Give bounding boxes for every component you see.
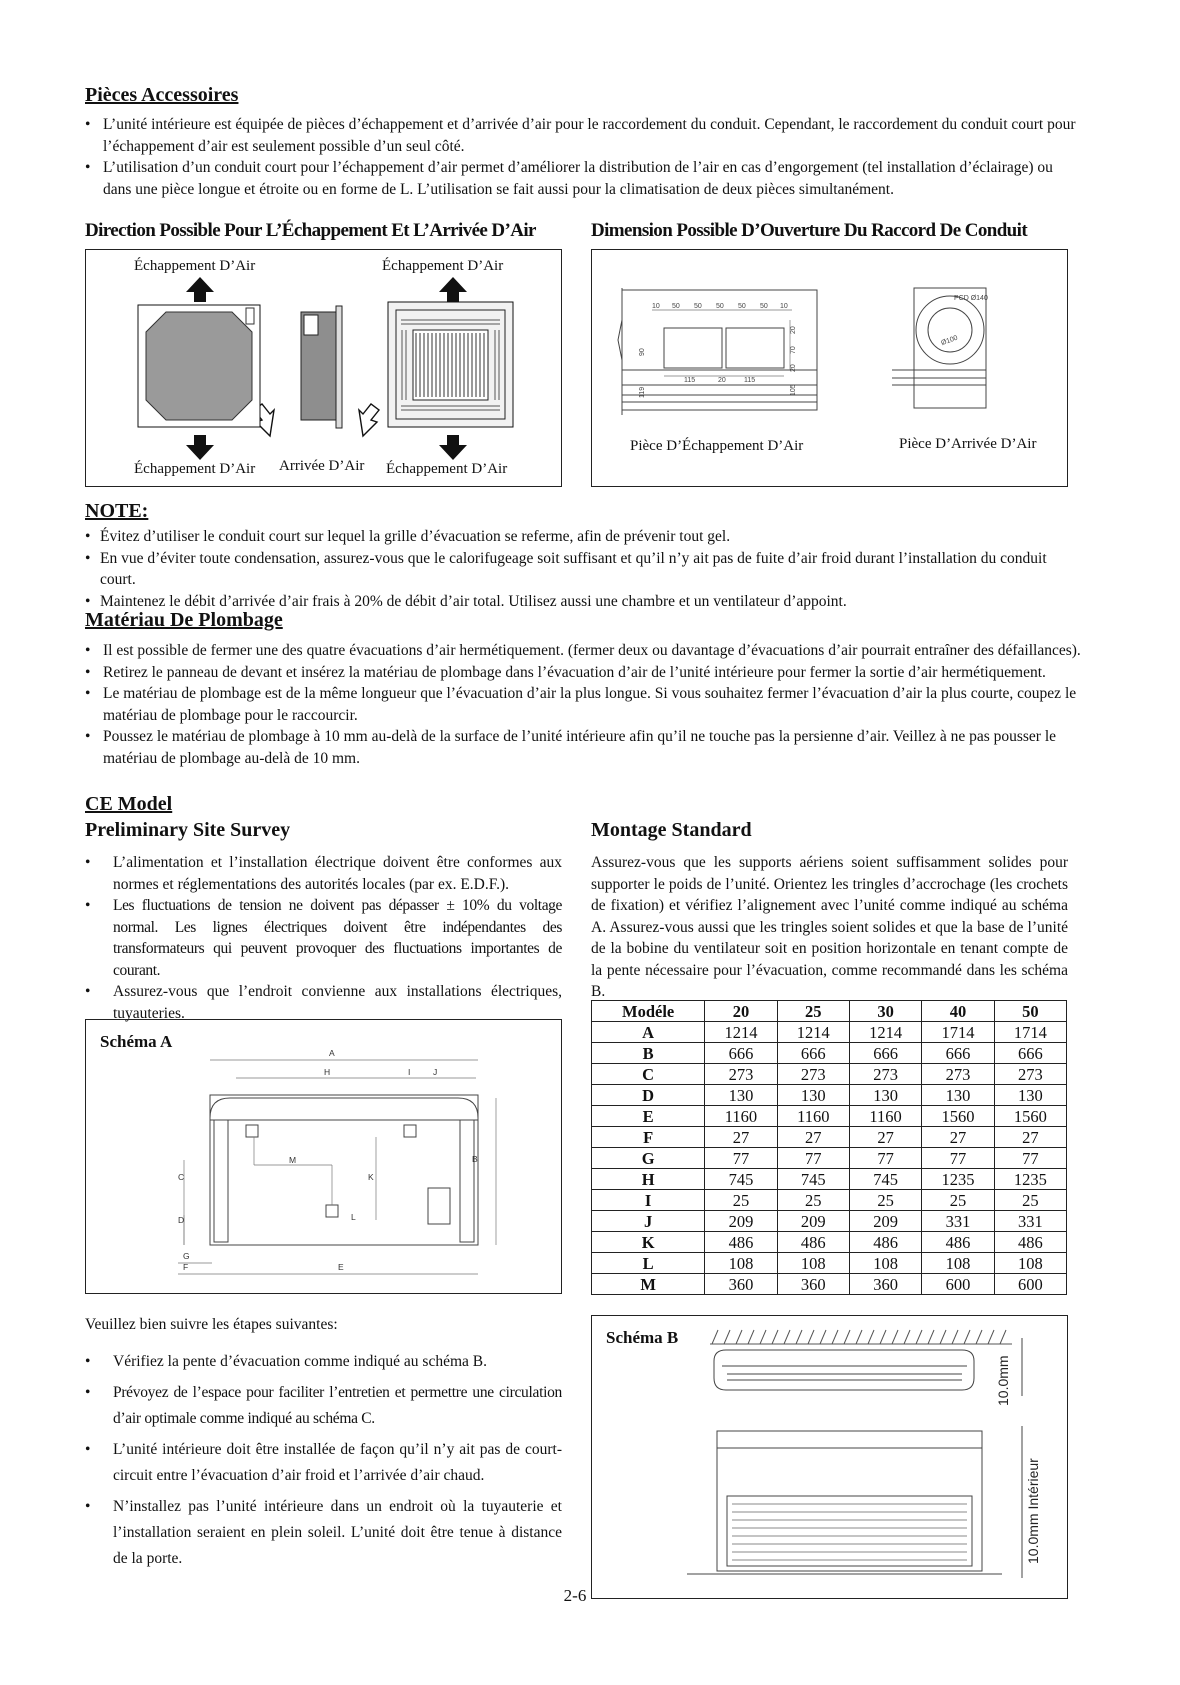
dim-label: 50	[738, 303, 746, 310]
table-cell: 273	[849, 1064, 921, 1085]
table-cell: 1214	[777, 1022, 849, 1043]
direction-title: Direction Possible Pour L’Échappement Et L’Arrivée D’Air	[85, 220, 536, 241]
table-cell: 25	[849, 1190, 921, 1211]
table-cell: 77	[922, 1148, 994, 1169]
table-cell: 273	[777, 1064, 849, 1085]
row-label: H	[592, 1169, 705, 1190]
plombage-title: Matériau De Plombage	[85, 609, 283, 631]
pcd-label: PCD Ø140	[954, 295, 988, 302]
list-item: • Retirez le panneau de devant et insérez la matériau de plombage dans l’évacuation d’air de l’unité intérieure pour fermer la sortie d’air hermétiquement.	[85, 662, 1085, 684]
table-cell: 209	[849, 1211, 921, 1232]
table-cell: 600	[922, 1274, 994, 1295]
table-row	[592, 1043, 1067, 1064]
table-cell: 360	[777, 1274, 849, 1295]
table-cell: 1214	[705, 1022, 777, 1043]
table-cell: 27	[777, 1127, 849, 1148]
table-cell: 1235	[922, 1169, 994, 1190]
table-cell: 1714	[922, 1022, 994, 1043]
table-row	[592, 1022, 1067, 1043]
list-item: • Les fluctuations de tension ne doivent pas dépasser ± 10% du voltage normal. Les lignes électriques doivent être indépendantes des transformateurs qui peuvent provoquer des fluctuations importantes de courant.	[85, 895, 562, 981]
table-cell: 331	[994, 1211, 1066, 1232]
table-cell: 745	[777, 1169, 849, 1190]
arrow-down-icon	[186, 435, 214, 460]
dim-label: 70	[790, 346, 797, 354]
steps-list	[85, 1349, 562, 1572]
row-label: M	[592, 1274, 705, 1295]
table-row	[592, 1148, 1067, 1169]
table-row	[592, 1169, 1067, 1190]
note-title: NOTE:	[85, 500, 149, 522]
table-header: 25	[777, 1001, 849, 1022]
bottom-right-label: Échappement D’Air	[386, 461, 508, 477]
list-item: • L’alimentation et l’installation électrique doivent être conformes aux normes et réglementations des autorités locales (par ex. E.D.F.).	[85, 852, 562, 895]
table-cell: 209	[705, 1211, 777, 1232]
row-label: K	[592, 1232, 705, 1253]
schema-b-drawing	[592, 1316, 1067, 1598]
direction-figure	[85, 249, 562, 487]
arrow-up-icon	[186, 277, 214, 302]
dim-letter: K	[368, 1172, 374, 1182]
dim-label: 10	[780, 303, 788, 310]
table-cell: 1560	[922, 1106, 994, 1127]
table-row	[592, 1274, 1067, 1295]
table-cell: 77	[777, 1148, 849, 1169]
table-cell: 666	[994, 1043, 1066, 1064]
plombage-list	[85, 640, 1085, 769]
ce-model-title: CE Model	[85, 793, 173, 815]
dim-letter: E	[338, 1262, 344, 1272]
table-cell: 486	[705, 1232, 777, 1253]
row-label: L	[592, 1253, 705, 1274]
table-cell: 331	[922, 1211, 994, 1232]
dim-letter: L	[351, 1212, 356, 1222]
table-cell: 1160	[849, 1106, 921, 1127]
row-label: G	[592, 1148, 705, 1169]
dim-label: 50	[716, 303, 724, 310]
table-cell: 666	[849, 1043, 921, 1064]
table-cell: 1160	[705, 1106, 777, 1127]
dim-label: 115	[684, 377, 696, 384]
table-header: 20	[705, 1001, 777, 1022]
montage-text: Assurez-vous que les supports aériens soient suffisamment solides pour supporter le poids de l’unité. Orientez les tringles d’accrochage (les crochets de fixation) et vérifiez l’alignement avec l’unité comme indiqué au schéma A. Assurez-vous aussi que les tringles soient solides et que la base de l’unité de la bobine du ventilateur soit en position horizontale en tenant compte de la pente nécessaire pour l’évacuation, comme recommandé dans les schéma B.	[591, 854, 1068, 1000]
dim-label: 20	[790, 364, 797, 372]
table-cell: 1160	[777, 1106, 849, 1127]
dim-letter: I	[408, 1067, 411, 1077]
row-label: C	[592, 1064, 705, 1085]
list-item: • L’unité intérieure est équipée de pièces d’échappement et d’arrivée d’air pour le raccordement du conduit. Cependant, le raccordement du conduit court pour l’échappement d’air est seulement possible d’un seul côté.	[85, 114, 1085, 157]
list-item: • L’unité intérieure doit être installée de façon qu’il n’y ait pas de court-circuit entre l’évacuation d’air froid et l’arrivée d’air chaud.	[85, 1437, 562, 1489]
dim-letter: D	[178, 1215, 185, 1225]
dim-label: 10	[652, 303, 660, 310]
table-row	[592, 1127, 1067, 1148]
note-list	[85, 526, 1085, 612]
table-cell: 130	[922, 1085, 994, 1106]
table-cell: 77	[994, 1148, 1066, 1169]
dim-letter: H	[324, 1067, 331, 1077]
table-row	[592, 1190, 1067, 1211]
schema-b-title: Schéma B	[606, 1328, 679, 1347]
table-cell: 1714	[994, 1022, 1066, 1043]
table-cell: 130	[849, 1085, 921, 1106]
table-cell: 1214	[849, 1022, 921, 1043]
table-row	[592, 1085, 1067, 1106]
dim-label: 20	[790, 326, 797, 334]
direction-drawing	[86, 250, 561, 486]
row-label: B	[592, 1043, 705, 1064]
row-label: A	[592, 1022, 705, 1043]
steps-intro: Veuillez bien suivre les étapes suivantes:	[85, 1316, 338, 1333]
table-cell: 108	[705, 1253, 777, 1274]
dim-label: 50	[672, 303, 680, 310]
table-cell: 1235	[994, 1169, 1066, 1190]
list-item: • Vérifiez la pente d’évacuation comme indiqué au schéma B.	[85, 1349, 562, 1375]
table-row	[592, 1253, 1067, 1274]
table-cell: 77	[849, 1148, 921, 1169]
table-cell: 486	[849, 1232, 921, 1253]
table-cell: 27	[705, 1127, 777, 1148]
table-cell: 130	[777, 1085, 849, 1106]
dimension-figure	[591, 249, 1068, 487]
table-cell: 130	[994, 1085, 1066, 1106]
table-cell: 360	[849, 1274, 921, 1295]
dim-label: 105	[790, 384, 797, 396]
survey-title: Preliminary Site Survey	[85, 819, 291, 841]
list-item: • Évitez d’utiliser le conduit court sur lequel la grille d’évacuation se referme, afin de prévenir tout gel.	[85, 526, 1085, 548]
list-item: • Maintenez le débit d’arrivée d’air frais à 20% de débit d’air total. Utilisez aussi une chambre et un ventilateur d’appoint.	[85, 591, 1085, 613]
table-cell: 745	[849, 1169, 921, 1190]
table-cell: 1560	[994, 1106, 1066, 1127]
accessories-list	[85, 114, 1085, 200]
dim-label: 50	[694, 303, 702, 310]
intake-arrow-icon	[359, 404, 379, 436]
dim-letter: A	[329, 1048, 335, 1058]
row-label: I	[592, 1190, 705, 1211]
table-cell: 666	[922, 1043, 994, 1064]
table-cell: 25	[922, 1190, 994, 1211]
list-item: • Prévoyez de l’espace pour faciliter l’entretien et permettre une circulation d’air optimale comme indiqué au schéma C.	[85, 1380, 562, 1432]
table-cell: 209	[777, 1211, 849, 1232]
table-header: Modéle	[592, 1001, 705, 1022]
arrow-down-icon	[439, 435, 467, 460]
row-label: J	[592, 1211, 705, 1232]
list-item: • Poussez le matériau de plombage à 10 mm au-delà de la surface de l’unité intérieure afin qu’il ne touche pas la persienne d’air. Veillez à ne pas pousser le matériau de plombage au-delà de 10 mm.	[85, 726, 1085, 769]
bottom-mid-label: Arrivée D’Air	[279, 458, 365, 474]
list-item: • Assurez-vous que l’endroit convienne aux installations électriques, tuyauteries.	[85, 981, 562, 1024]
table-cell: 273	[705, 1064, 777, 1085]
table-cell: 77	[705, 1148, 777, 1169]
table-header: 50	[994, 1001, 1066, 1022]
table-header: 30	[849, 1001, 921, 1022]
table-header: 40	[922, 1001, 994, 1022]
table-cell: 27	[994, 1127, 1066, 1148]
list-item: • L’utilisation d’un conduit court pour l’échappement d’air permet d’améliorer la distribution de l’air en cas d’engorgement (tel installation d’éclairage) ou dans une pièce longue et étroite ou en forme de L. L’utilisation se fait aussi pour la climatisation de deux pièces simultanément.	[85, 157, 1085, 200]
bottom-left-label: Échappement D’Air	[134, 461, 256, 477]
dim-letter: B	[472, 1154, 478, 1164]
table-cell: 360	[705, 1274, 777, 1295]
schema-a-title: Schéma A	[100, 1032, 173, 1051]
table-cell: 108	[994, 1253, 1066, 1274]
table-cell: 108	[849, 1253, 921, 1274]
accessories-title: Pièces Accessoires	[85, 84, 239, 106]
dim-bottom-label: 10.0mm Intérieur	[1025, 1458, 1041, 1564]
schema-b-figure	[591, 1315, 1068, 1599]
list-item: • N’installez pas l’unité intérieure dans un endroit où la tuyauterie et l’installation seraient en plein soleil. L’unité doit être tenue à distance de la porte.	[85, 1494, 562, 1572]
table-cell: 486	[777, 1232, 849, 1253]
table-cell: 600	[994, 1274, 1066, 1295]
top-right-label: Échappement D’Air	[382, 258, 504, 274]
table-row	[592, 1064, 1067, 1085]
table-cell: 27	[849, 1127, 921, 1148]
table-cell: 25	[994, 1190, 1066, 1211]
dim-letter: F	[183, 1262, 189, 1272]
exhaust-part-label: Pièce D’Échappement D’Air	[630, 438, 804, 454]
dim-label: 50	[760, 303, 768, 310]
dim-label: 115	[744, 377, 756, 384]
table-cell: 486	[994, 1232, 1066, 1253]
dia-label: Ø100	[940, 334, 959, 348]
table-cell: 25	[705, 1190, 777, 1211]
dim-letter: G	[183, 1251, 190, 1261]
list-item: • En vue d’éviter toute condensation, assurez-vous que le calorifugeage soit suffisant et qu’il n’y ait pas de fuite d’air froid durant l’installation du conduit court.	[85, 548, 1085, 591]
survey-list	[85, 852, 562, 1024]
montage-title: Montage Standard	[591, 819, 752, 841]
table-cell: 27	[922, 1127, 994, 1148]
top-left-label: Échappement D’Air	[134, 258, 256, 274]
dimension-table	[591, 1000, 1067, 1295]
table-cell: 108	[777, 1253, 849, 1274]
dim-top-label: 10.0mm	[995, 1355, 1011, 1406]
row-label: E	[592, 1106, 705, 1127]
table-cell: 130	[705, 1085, 777, 1106]
table-cell: 273	[994, 1064, 1066, 1085]
table-cell: 745	[705, 1169, 777, 1190]
intake-part-label: Pièce D’Arrivée D’Air	[899, 436, 1037, 452]
dim-label: 119	[639, 386, 646, 398]
schema-a-drawing	[86, 1020, 561, 1293]
table-cell: 273	[922, 1064, 994, 1085]
dim-label: 90	[639, 348, 646, 356]
row-label: D	[592, 1085, 705, 1106]
list-item: • Le matériau de plombage est de la même longueur que l’évacuation d’air la plus longue. Si vous souhaitez fermer l’évacuation d’air la plus courte, coupez le matériau de plombage pour le raccourcir.	[85, 683, 1085, 726]
table-header-row	[592, 1001, 1067, 1022]
dim-letter: J	[433, 1067, 438, 1077]
table-cell: 486	[922, 1232, 994, 1253]
page-number: 2-6	[563, 1586, 587, 1605]
table-row	[592, 1232, 1067, 1253]
row-label: F	[592, 1127, 705, 1148]
dim-letter: M	[289, 1155, 297, 1165]
table-cell: 666	[777, 1043, 849, 1064]
table-cell: 666	[705, 1043, 777, 1064]
schema-a-figure	[85, 1019, 562, 1294]
table-row	[592, 1211, 1067, 1232]
list-item: • Il est possible de fermer une des quatre évacuations d’air hermétiquement. (fermer deux ou davantage d’évacuations d’air pourrait entraîner des défaillances).	[85, 640, 1085, 662]
dimension-title: Dimension Possible D’Ouverture Du Raccord De Conduit	[591, 220, 1028, 241]
dim-label: 20	[718, 377, 726, 384]
table-cell: 108	[922, 1253, 994, 1274]
dim-letter: C	[178, 1172, 185, 1182]
table-cell: 25	[777, 1190, 849, 1211]
arrow-up-icon	[439, 277, 467, 302]
table-row	[592, 1106, 1067, 1127]
